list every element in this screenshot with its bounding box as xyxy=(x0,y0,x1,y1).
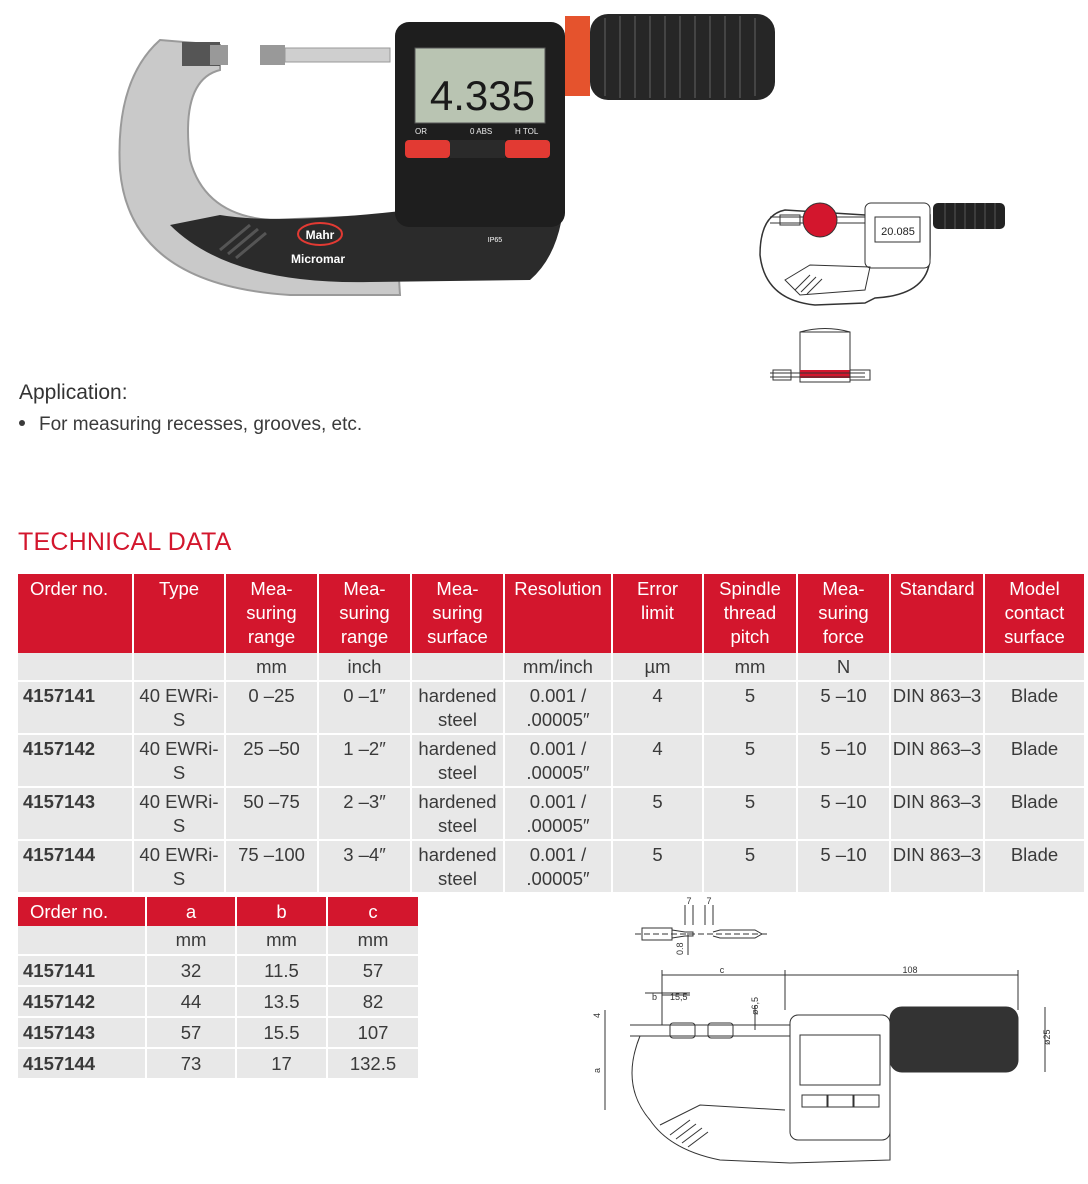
technical-data-units-row xyxy=(18,653,1084,681)
technical-data-cell: 5 –10 xyxy=(797,787,890,840)
technical-data-unit-cell xyxy=(18,653,133,681)
technical-data-cell: 4 xyxy=(612,681,703,734)
table-row xyxy=(18,986,418,1017)
technical-data-unit-cell: µm xyxy=(612,653,703,681)
svg-text:0.8: 0.8 xyxy=(675,942,685,955)
svg-text:ø6,5: ø6,5 xyxy=(750,996,760,1015)
technical-data-cell: 5 xyxy=(612,840,703,893)
svg-text:ø25: ø25 xyxy=(1042,1029,1052,1045)
order-number-cell: 4157144 xyxy=(18,1048,146,1079)
order-number-cell: 4157142 xyxy=(18,734,133,787)
technical-data-cell: Blade xyxy=(984,734,1084,787)
technical-data-cell: 0.001 / .00005″ xyxy=(504,734,612,787)
technical-data-cell: hardened steel xyxy=(411,787,504,840)
svg-text:b: b xyxy=(652,992,658,1002)
svg-text:a: a xyxy=(592,1067,602,1073)
dimensions-header-row xyxy=(18,897,418,926)
table-row xyxy=(18,734,1084,787)
table-row xyxy=(18,787,1084,840)
order-number-cell: 4157142 xyxy=(18,986,146,1017)
technical-data-unit-cell: mm xyxy=(703,653,797,681)
order-number-cell: 4157141 xyxy=(18,681,133,734)
technical-data-header-cell: Model contact surface xyxy=(984,574,1084,653)
technical-data-header-cell: Standard xyxy=(890,574,984,653)
technical-data-cell: hardened steel xyxy=(411,681,504,734)
technical-data-cell: 3 –4″ xyxy=(318,840,411,893)
technical-data-cell: 40 EWRi-S xyxy=(133,787,225,840)
dimensions-cell: 11.5 xyxy=(236,955,327,986)
dimension-drawing xyxy=(590,895,1070,1175)
svg-text:108: 108 xyxy=(902,965,918,975)
technical-data-unit-cell xyxy=(133,653,225,681)
technical-data-cell: 40 EWRi-S xyxy=(133,734,225,787)
dimensions-unit-cell: mm xyxy=(236,926,327,955)
technical-data-unit-cell: N xyxy=(797,653,890,681)
product-photo-micrometer xyxy=(110,10,790,310)
technical-data-cell: 25 –50 xyxy=(225,734,318,787)
table-row xyxy=(18,1017,418,1048)
svg-text:7: 7 xyxy=(706,896,712,906)
technical-data-header-cell: Spindle thread pitch xyxy=(703,574,797,653)
technical-data-cell: 5 –10 xyxy=(797,734,890,787)
dimensions-cell: 73 xyxy=(146,1048,236,1079)
table-row xyxy=(18,955,418,986)
technical-data-cell: hardened steel xyxy=(411,734,504,787)
technical-data-cell: 0.001 / .00005″ xyxy=(504,787,612,840)
technical-data-cell: 0.001 / .00005″ xyxy=(504,681,612,734)
technical-data-cell: Blade xyxy=(984,681,1084,734)
technical-data-cell: 40 EWRi-S xyxy=(133,681,225,734)
dimensions-unit-cell: mm xyxy=(327,926,418,955)
table-row xyxy=(18,681,1084,734)
technical-data-cell: 5 xyxy=(703,734,797,787)
technical-data-cell: DIN 863–3 xyxy=(890,840,984,893)
small-display-reading: 20.085 xyxy=(881,226,915,238)
dimensions-unit-cell xyxy=(18,926,146,955)
technical-data-cell: 40 EWRi-S xyxy=(133,840,225,893)
dimensions-header-cell: Order no. xyxy=(18,897,146,926)
technical-data-cell: 5 –10 xyxy=(797,840,890,893)
technical-data-unit-cell xyxy=(984,653,1084,681)
order-number-cell: 4157144 xyxy=(18,840,133,893)
svg-text:H TOL: H TOL xyxy=(515,127,539,136)
dimensions-cell: 15.5 xyxy=(236,1017,327,1048)
dimensions-header-cell: a xyxy=(146,897,236,926)
technical-data-header-cell: Error limit xyxy=(612,574,703,653)
technical-data-title: TECHNICAL DATA xyxy=(18,528,232,556)
application-diagram xyxy=(755,195,1025,390)
technical-data-cell: 5 xyxy=(612,787,703,840)
technical-data-cell: 5 xyxy=(703,681,797,734)
technical-data-cell: DIN 863–3 xyxy=(890,787,984,840)
dimensions-cell: 57 xyxy=(146,1017,236,1048)
technical-data-unit-cell: inch xyxy=(318,653,411,681)
display-button-right xyxy=(505,140,550,158)
svg-text:0 ABS: 0 ABS xyxy=(470,127,493,136)
technical-data-cell: 0 –25 xyxy=(225,681,318,734)
order-number-cell: 4157143 xyxy=(18,787,133,840)
technical-data-header-cell: Resolution xyxy=(504,574,612,653)
application-bullet xyxy=(19,414,362,436)
technical-data-header-cell: Mea- suring range xyxy=(225,574,318,653)
technical-data-unit-cell: mm xyxy=(225,653,318,681)
dimensions-cell: 13.5 xyxy=(236,986,327,1017)
bullet-icon xyxy=(19,420,25,426)
display-button-left xyxy=(405,140,450,158)
dimensions-unit-cell: mm xyxy=(146,926,236,955)
table-row xyxy=(18,840,1084,893)
technical-data-unit-cell: mm/inch xyxy=(504,653,612,681)
technical-data-cell: 5 –10 xyxy=(797,681,890,734)
technical-data-header-row xyxy=(18,574,1084,653)
svg-text:OR: OR xyxy=(415,127,427,136)
application-heading: Application: xyxy=(19,381,128,404)
application-bullet-text: For measuring recesses, grooves, etc. xyxy=(39,414,363,435)
dimensions-cell: 132.5 xyxy=(327,1048,418,1079)
svg-text:Mahr: Mahr xyxy=(305,228,335,242)
order-number-cell: 4157141 xyxy=(18,955,146,986)
technical-data-unit-cell xyxy=(411,653,504,681)
technical-data-unit-cell xyxy=(890,653,984,681)
technical-data-table xyxy=(18,574,1084,894)
dimensions-units-row xyxy=(18,926,418,955)
ip65-label: IP65 xyxy=(487,237,503,244)
technical-data-cell: 2 –3″ xyxy=(318,787,411,840)
technical-data-header-cell: Type xyxy=(133,574,225,653)
technical-data-cell: 0 –1″ xyxy=(318,681,411,734)
technical-data-header-cell: Order no. xyxy=(18,574,133,653)
table-row xyxy=(18,1048,418,1079)
dimensions-cell: 57 xyxy=(327,955,418,986)
technical-data-cell: 1 –2″ xyxy=(318,734,411,787)
dimensions-header-cell: c xyxy=(327,897,418,926)
display-reading: 4.335 xyxy=(429,72,535,119)
technical-data-cell: DIN 863–3 xyxy=(890,681,984,734)
order-number-cell: 4157143 xyxy=(18,1017,146,1048)
svg-text:4: 4 xyxy=(592,1012,602,1018)
dimensions-cell: 17 xyxy=(236,1048,327,1079)
technical-data-header-cell: Mea- suring force xyxy=(797,574,890,653)
technical-data-header-cell: Mea- suring surface xyxy=(411,574,504,653)
display-button-center xyxy=(450,140,505,158)
svg-text:c: c xyxy=(719,965,725,975)
technical-data-cell: 4 xyxy=(612,734,703,787)
dimensions-cell: 107 xyxy=(327,1017,418,1048)
dimensions-header-cell: b xyxy=(236,897,327,926)
technical-data-cell: 5 xyxy=(703,840,797,893)
technical-data-cell: 75 –100 xyxy=(225,840,318,893)
svg-text:7: 7 xyxy=(686,896,692,906)
technical-data-cell: 0.001 / .00005″ xyxy=(504,840,612,893)
technical-data-cell: DIN 863–3 xyxy=(890,734,984,787)
dimensions-table xyxy=(18,897,418,1080)
dimensions-cell: 82 xyxy=(327,986,418,1017)
technical-data-cell: Blade xyxy=(984,840,1084,893)
technical-data-header-cell: Mea- suring range xyxy=(318,574,411,653)
technical-data-cell: 5 xyxy=(703,787,797,840)
technical-data-cell: 50 –75 xyxy=(225,787,318,840)
technical-data-cell: hardened steel xyxy=(411,840,504,893)
svg-text:Micromar: Micromar xyxy=(290,252,346,266)
dimensions-cell: 32 xyxy=(146,955,236,986)
svg-text:15,5: 15,5 xyxy=(670,992,688,1002)
dimensions-cell: 44 xyxy=(146,986,236,1017)
technical-data-cell: Blade xyxy=(984,787,1084,840)
